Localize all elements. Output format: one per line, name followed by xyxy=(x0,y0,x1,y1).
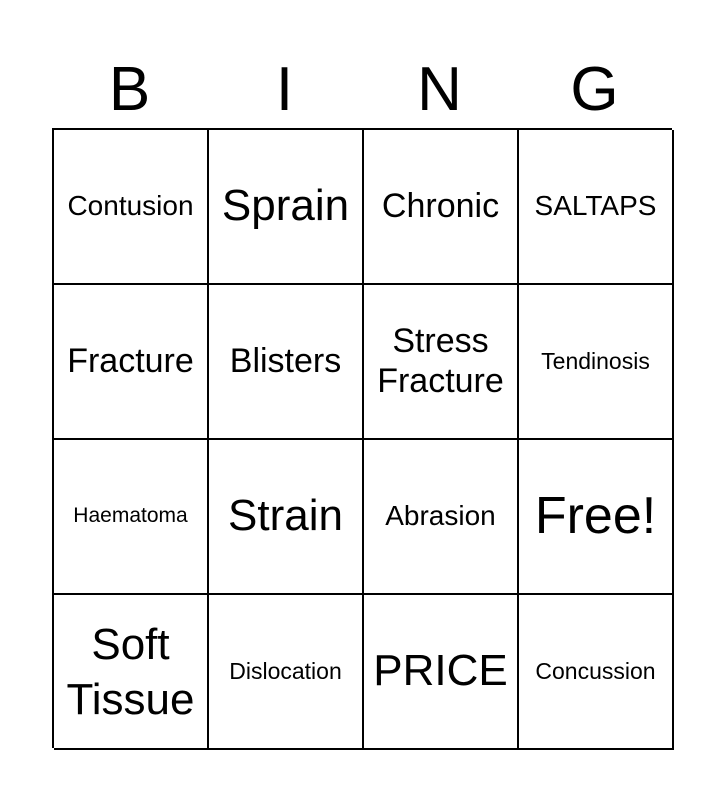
cell-label: Haematoma xyxy=(73,504,188,528)
bingo-cell[interactable] xyxy=(54,440,209,595)
bingo-cell[interactable] xyxy=(209,595,364,750)
cell-label: Abrasion xyxy=(385,500,496,532)
cell-label: Chronic xyxy=(381,186,500,225)
cell-label: Concussion xyxy=(535,658,656,685)
bingo-cell[interactable] xyxy=(519,130,674,285)
bingo-cell[interactable] xyxy=(364,440,519,595)
bingo-cell[interactable] xyxy=(209,440,364,595)
bingo-cell[interactable] xyxy=(364,130,519,285)
bingo-cell[interactable] xyxy=(364,285,519,440)
bingo-cell[interactable] xyxy=(54,285,209,440)
cell-label: SALTAPS xyxy=(534,190,657,222)
cell-label: Blisters xyxy=(229,341,342,380)
bingo-cell[interactable] xyxy=(209,130,364,285)
header-letter-n: N xyxy=(417,55,462,124)
bingo-cell[interactable] xyxy=(54,130,209,285)
bingo-cell[interactable] xyxy=(519,595,674,750)
cell-label: Soft Tissue xyxy=(66,619,195,724)
cell-label: Stress Fracture xyxy=(377,322,504,400)
cell-label: Free! xyxy=(534,486,657,545)
header-letter-i: I xyxy=(275,55,294,124)
cell-label: Tendinosis xyxy=(541,348,650,375)
cell-label: PRICE xyxy=(373,646,508,696)
free-space-cell[interactable] xyxy=(519,440,674,595)
bingo-cell[interactable] xyxy=(364,595,519,750)
cell-label: Contusion xyxy=(67,190,194,222)
bingo-cell[interactable] xyxy=(519,285,674,440)
cell-label: Strain xyxy=(228,491,343,541)
cell-label: Fracture xyxy=(67,341,194,380)
header-letter-b: B xyxy=(108,55,151,124)
bingo-header xyxy=(52,55,672,125)
bingo-cell[interactable] xyxy=(54,595,209,750)
bingo-cell[interactable] xyxy=(209,285,364,440)
cell-label: Sprain xyxy=(221,181,350,231)
cell-label: Dislocation xyxy=(229,658,342,685)
header-letter-g: G xyxy=(570,55,619,124)
bingo-card-grid xyxy=(52,128,672,748)
